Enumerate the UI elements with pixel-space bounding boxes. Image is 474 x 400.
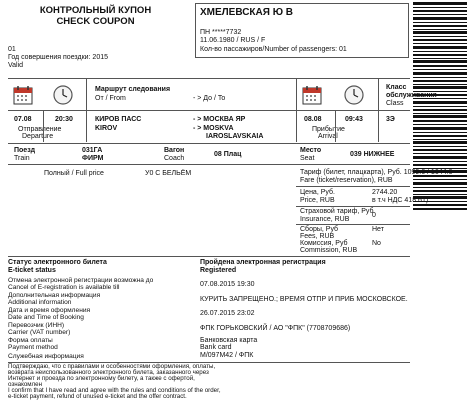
service-value: М/097М42 / ФПК <box>200 352 254 359</box>
arrival-label-ru: Прибытие <box>312 126 345 133</box>
insurance-label-en: Insurance, RUB <box>300 216 350 223</box>
barcode-graphic <box>413 2 467 210</box>
fare-rule <box>296 186 410 187</box>
route-header: Маршрут следования <box>95 86 171 93</box>
price-value: 2744.20 <box>372 189 398 196</box>
payment-value-en: Bank card <box>200 344 232 351</box>
eticket-status-label-en: E-ticket status <box>8 267 56 274</box>
eticket-status-label-ru: Статус электронного билета <box>8 259 107 266</box>
clock-icon <box>343 84 365 106</box>
train-top-rule <box>8 143 410 144</box>
carrier-label-ru: Перевозчик (ИНН) <box>8 322 65 329</box>
cancel-label-ru: Отмена электронной регистрации возможна до <box>8 277 154 284</box>
coupon-number: 01 <box>8 46 16 53</box>
footer-ru-line: возврата неиспользованного электронного билета, заказанного через <box>8 369 209 376</box>
insurance-value: 0 <box>372 212 376 219</box>
departure-time: 20:30 <box>55 116 73 123</box>
fare-rule <box>296 224 410 225</box>
train-bottom-rule <box>8 164 410 165</box>
footer-ru-line: Подтверждаю, что с правилами и особенностями оформления, оплаты, <box>8 363 216 370</box>
birth-info: 11.06.1980 / RUS / F <box>200 37 266 44</box>
footer-ru-line: ознакомлен <box>8 381 43 388</box>
footer-ru-line: Интернет и проезда по электронному билету, а также с офертой, <box>8 375 195 382</box>
valid-label: Valid <box>8 62 24 69</box>
footer-en-line: I confirm that I have read and agree with the rules and conditions of the order, <box>8 387 221 394</box>
footer-en-line: e-ticket payment, refund of unused e-ticket and the offer contract. <box>8 393 187 400</box>
vat-value: в т.ч НДС 418.61) <box>372 197 429 204</box>
payment-value-ru: Банковская карта <box>200 337 258 344</box>
passenger-name: ХМЕЛЕВСКАЯ Ю В <box>200 7 294 18</box>
class-header-ru-2: обслуживания <box>386 92 437 99</box>
arrival-date: 08.08 <box>304 116 322 123</box>
booking-label-ru: Дата и время оформления <box>8 307 91 314</box>
carrier-label-en: Carrier (VAT number) <box>8 329 71 336</box>
cancel-value: 07.08.2015 19:30 <box>200 281 255 288</box>
to-station-ru: - > МОСКВА ЯР <box>193 116 246 123</box>
clock-icon <box>52 84 74 106</box>
route-top-rule <box>8 78 410 79</box>
carrier-value: ФПК ГОРЬКОВСКИЙ / АО "ФПК" (7708709686) <box>200 325 351 332</box>
addinfo-label-en: Additional information <box>8 299 72 306</box>
arrival-label-en: Arrival <box>318 133 338 140</box>
route-divider <box>86 78 87 142</box>
barcode <box>413 2 467 210</box>
coupon-title-ru: КОНТРОЛЬНЫЙ КУПОН <box>39 5 152 16</box>
service-label: Служебная информация <box>8 353 84 360</box>
class-value: 3Э <box>386 116 395 123</box>
arrival-time: 09:43 <box>345 116 363 123</box>
insurance-label-ru: Страховой тариф, Руб <box>300 208 374 215</box>
from-station-en: KIROV <box>95 125 118 132</box>
route-divider <box>43 110 44 142</box>
payment-label-ru: Форма оплаты <box>8 337 53 344</box>
payment-label-en: Payment method <box>8 344 58 351</box>
departure-label-en: Departure <box>22 133 54 140</box>
addinfo-value: КУРИТЬ ЗАПРЕЩЕНО.; ВРЕМЯ ОТПР И ПРИБ МОСКОВСКОЕ. <box>200 296 408 303</box>
to-station-en: - > MOSKVA <box>193 125 234 132</box>
to-station-en-2: IAROSLAVSKAIA <box>206 133 264 140</box>
coupon-title-en: CHECK COUPON <box>56 16 135 27</box>
route-to-label: - > До / To <box>193 95 226 102</box>
coach-value: 08 Плац <box>214 151 242 158</box>
calendar-icon <box>301 84 323 106</box>
coach-label-ru: Вагон <box>164 147 185 154</box>
route-mid-rule <box>8 110 410 111</box>
route-from-label: От / From <box>95 95 126 102</box>
passengers-count: Кол-во пассажиров/Number of passengers: 01 <box>200 46 347 53</box>
train-number: 031ГА <box>82 147 103 154</box>
calendar-icon <box>12 84 34 106</box>
seat-label-ru: Место <box>300 147 322 154</box>
fare-rule <box>296 206 410 207</box>
commission-value: No <box>372 240 381 247</box>
seat-value: 039 НИЖНЕЕ <box>350 151 395 158</box>
commission-label-ru: Комиссия, Руб <box>300 240 348 247</box>
eticket-status-value-en: Registered <box>200 267 237 274</box>
train-brand: ФИРМ <box>82 155 104 162</box>
route-divider <box>378 78 379 142</box>
eticket-status-value-ru: Пройдена электронная регистрация <box>200 259 326 266</box>
fees-value: Нет <box>372 226 384 233</box>
route-divider <box>335 110 336 142</box>
price-label-ru: Цена, Руб. <box>300 189 335 196</box>
train-label-ru: Поезд <box>14 147 36 154</box>
tariff-line-en: Fare (ticket/reservation), RUB <box>300 177 393 184</box>
addinfo-label-ru: Дополнительная информация <box>8 292 101 299</box>
travel-year: Год совершения поездки: 2015 <box>8 54 109 61</box>
class-header-en: Class <box>386 100 404 107</box>
commission-label-en: Commission, RUB <box>300 247 358 254</box>
seat-label-en: Seat <box>300 155 315 162</box>
fees-label-en: Fees, RUB <box>300 233 335 240</box>
from-station-ru: КИРОВ ПАСС <box>95 116 142 123</box>
tariff-line: Тариф (билет, плацкарта), Руб. 1099.6 / 1644.6 <box>300 169 453 176</box>
train-label-en: Train <box>14 155 30 162</box>
booking-value: 26.07.2015 23:02 <box>200 310 255 317</box>
coach-label-en: Coach <box>164 155 185 162</box>
full-price-label: Полный / Full price <box>44 170 104 177</box>
cancel-label-en: Cancel of E-registration is available till <box>8 284 120 291</box>
fees-label-ru: Сборы, Руб <box>300 226 339 233</box>
departure-label-ru: Отправление <box>18 126 62 133</box>
passport-number: ПН *****7732 <box>200 29 242 36</box>
class-header-ru: Класс <box>386 84 407 91</box>
departure-date: 07.08 <box>14 116 32 123</box>
linen-info: У0 С БЕЛЬЁМ <box>145 170 192 177</box>
booking-label-en: Date and Time of Booking <box>8 314 84 321</box>
route-divider <box>296 78 297 142</box>
eticket-top-rule <box>8 256 410 257</box>
price-label-en: Price, RUB <box>300 197 335 204</box>
